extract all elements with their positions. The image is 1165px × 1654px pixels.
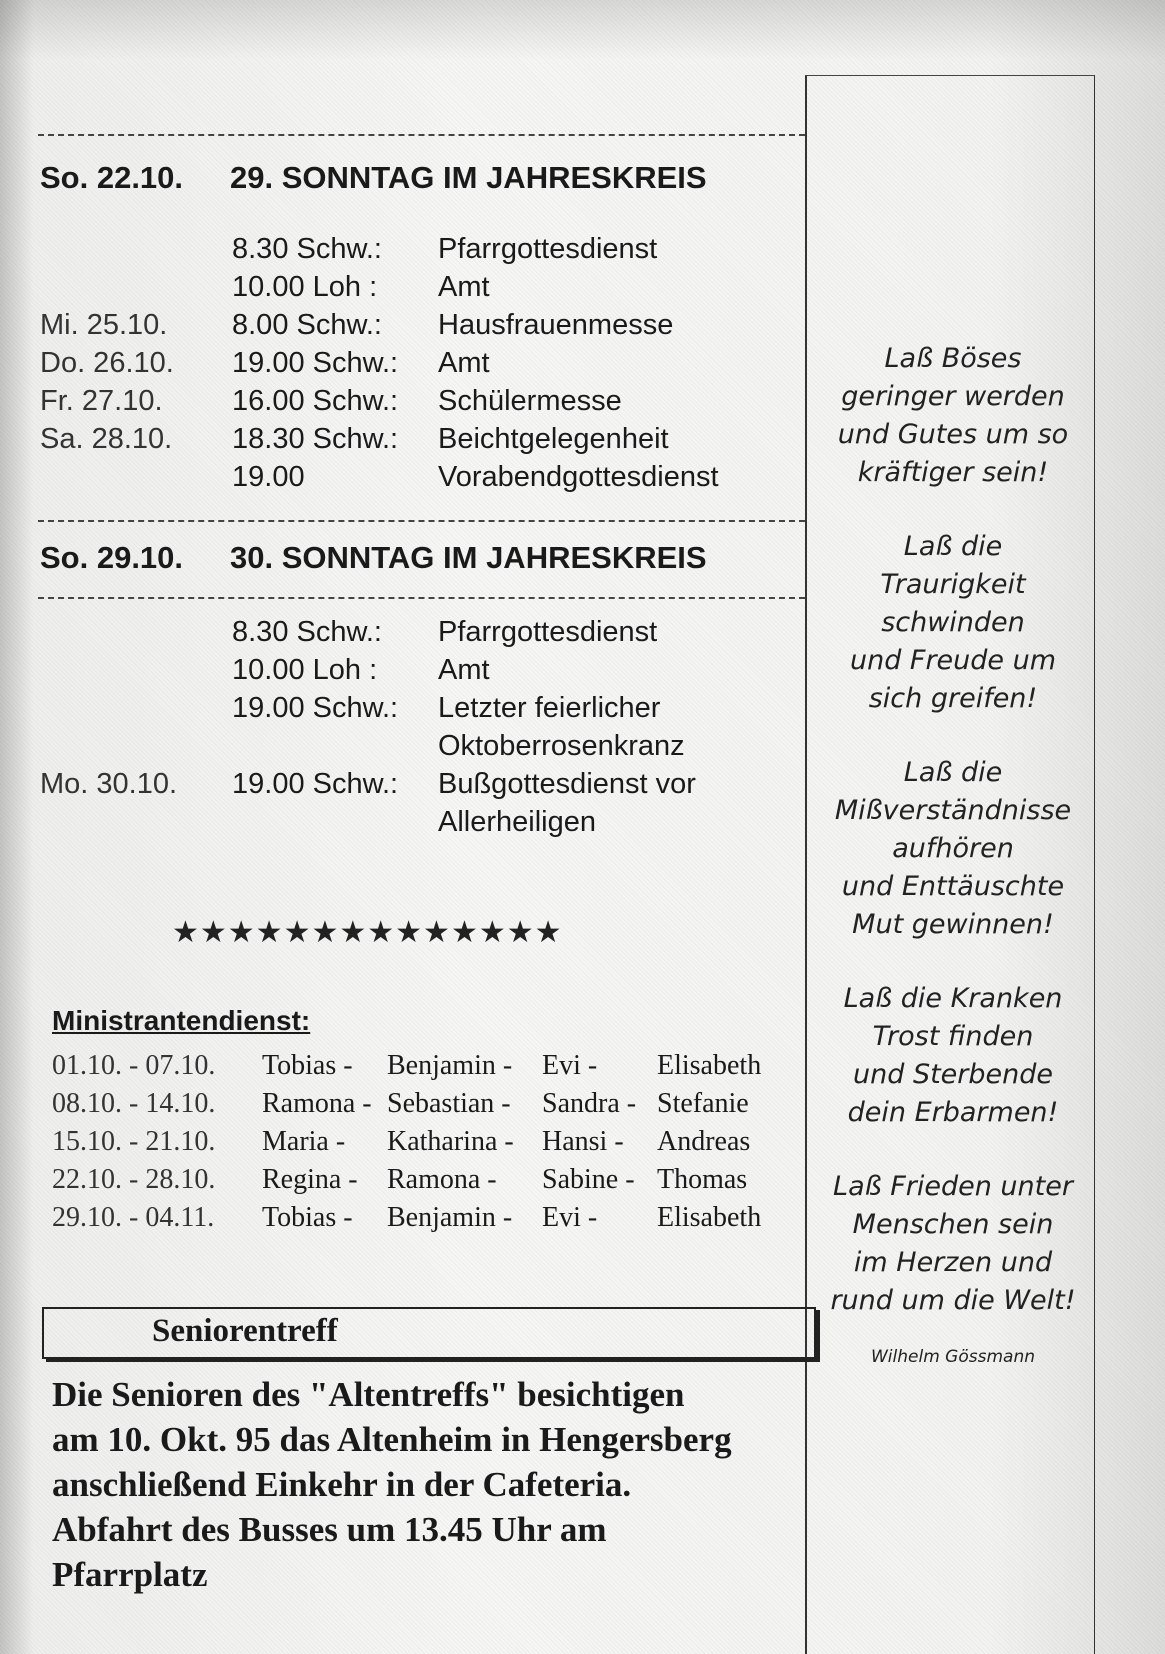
seniorentreff-title: Seniorentreff: [152, 1313, 338, 1349]
schedule-event: Beichtgelegenheit: [438, 423, 669, 455]
poem-line: Mißverständnisse: [834, 795, 1072, 826]
verse-box-top-line: [805, 75, 1095, 76]
poem-stanza: [808, 1168, 1098, 1320]
seniorentreff-box: [42, 1307, 816, 1359]
schedule-time: 19.00 Schw.:: [232, 768, 399, 800]
poem-line: Laß Frieden unter: [833, 1171, 1073, 1202]
server-name: Evi -: [542, 1050, 598, 1081]
senior-line: am 10. Okt. 95 das Altenheim in Hengersberg: [52, 1420, 732, 1459]
poem-stanza: [808, 980, 1098, 1132]
seniorentreff-text: [52, 1372, 812, 1597]
schedule-event: Pfarrgottesdienst: [438, 233, 658, 265]
poem-stanza: [808, 754, 1098, 944]
poem-line: Traurigkeit: [880, 569, 1026, 600]
schedule-time: 10.00 Loh :: [232, 654, 378, 686]
poem-line: dein Erbarmen!: [847, 1097, 1059, 1128]
poem-line: kräftiger sein!: [857, 457, 1049, 488]
sunday-date: So. 22.10.: [40, 160, 184, 195]
server-name: Sabine -: [542, 1164, 635, 1195]
poem-stanza: [808, 528, 1098, 718]
ministranten-title: Ministrantendienst:: [52, 1005, 311, 1036]
schedule-time: 8.00 Schw.:: [232, 309, 382, 341]
schedule-event: Bußgottesdienst vor: [438, 768, 696, 800]
schedule-event: Amt: [438, 654, 490, 686]
senior-line: Abfahrt des Busses um 13.45 Uhr am: [52, 1510, 607, 1549]
schedule-time: 16.00 Schw.:: [232, 385, 399, 417]
schedule-time: 8.30 Schw.:: [232, 233, 382, 265]
schedule-event: Allerheiligen: [438, 806, 596, 838]
service-range: 22.10. - 28.10.: [52, 1164, 216, 1195]
schedule-event: Amt: [438, 347, 490, 379]
server-name: Stefanie: [657, 1088, 749, 1119]
schedule-time: 8.30 Schw.:: [232, 616, 382, 648]
server-name: Ramona -: [262, 1088, 372, 1119]
senior-line: anschließend Einkehr in der Cafeteria.: [52, 1465, 632, 1504]
poem-line: im Herzen und: [853, 1247, 1053, 1278]
service-range: 29.10. - 04.11.: [52, 1202, 215, 1233]
poem-line: rund um die Welt!: [830, 1285, 1076, 1316]
poem-line: schwinden: [881, 607, 1025, 638]
service-range: 01.10. - 07.10.: [52, 1050, 216, 1081]
server-name: Benjamin -: [387, 1050, 513, 1081]
server-name: Sandra -: [542, 1088, 637, 1119]
server-name: Sebastian -: [387, 1088, 511, 1119]
divider-line: [38, 134, 805, 136]
schedule-time: 10.00 Loh :: [232, 271, 378, 303]
server-name: Tobias -: [262, 1050, 353, 1081]
server-name: Benjamin -: [387, 1202, 513, 1233]
service-range: 08.10. - 14.10.: [52, 1088, 216, 1119]
server-name: Hansi -: [542, 1126, 624, 1157]
poem-line: Laß Böses: [884, 343, 1022, 374]
schedule-event: Vorabendgottesdienst: [438, 461, 719, 493]
poem-line: Laß die: [903, 531, 1003, 562]
poem-line: Laß die Kranken: [843, 983, 1063, 1014]
server-name: Evi -: [542, 1202, 598, 1233]
server-name: Katharina -: [387, 1126, 514, 1157]
server-name: Maria -: [262, 1126, 346, 1157]
schedule-event: Letzter feierlicher: [438, 692, 661, 724]
poem-line: Trost finden: [872, 1021, 1034, 1052]
poem-line: Laß die: [903, 757, 1003, 788]
sunday-date: So. 29.10.: [40, 540, 184, 575]
schedule-date: Fr. 27.10.: [40, 385, 163, 417]
senior-line: Pfarrplatz: [52, 1555, 208, 1594]
poem-stanza: [808, 340, 1098, 492]
poem-line: sich greifen!: [868, 683, 1038, 714]
scan-shadow-left: [0, 0, 34, 1654]
schedule-time: 19.00 Schw.:: [232, 347, 399, 379]
scan-shadow-top: [0, 0, 1165, 60]
poem-line: Menschen sein: [852, 1209, 1054, 1240]
schedule-time: 19.00: [232, 461, 305, 493]
schedule-date: Mo. 30.10.: [40, 768, 178, 800]
sunday-title: 29. SONNTAG IM JAHRESKREIS: [230, 160, 707, 195]
poem-column: [808, 340, 1098, 1368]
poem-line: aufhören: [892, 833, 1014, 864]
server-name: Elisabeth: [657, 1202, 762, 1233]
schedule-time: 19.00 Schw.:: [232, 692, 399, 724]
divider-line: [38, 597, 805, 599]
schedule-date: Sa. 28.10.: [40, 423, 173, 455]
star-divider: ★★★★★★★★★★★★★★: [172, 916, 563, 949]
schedule-event: Pfarrgottesdienst: [438, 616, 658, 648]
poem-line: Mut gewinnen!: [852, 909, 1054, 940]
server-name: Andreas: [657, 1126, 751, 1157]
poem-author: Wilhelm Gössmann: [871, 1347, 1035, 1367]
poem-line: und Gutes um so: [837, 419, 1069, 450]
poem-line: geringer werden: [841, 381, 1065, 412]
server-name: Regina -: [262, 1164, 358, 1195]
server-name: Thomas: [657, 1164, 748, 1195]
schedule-date: Do. 26.10.: [40, 347, 174, 379]
server-name: Tobias -: [262, 1202, 353, 1233]
schedule-event: Oktoberrosenkranz: [438, 730, 685, 762]
service-range: 15.10. - 21.10.: [52, 1126, 216, 1157]
schedule-event: Hausfrauenmesse: [438, 309, 674, 341]
schedule-time: 18.30 Schw.:: [232, 423, 399, 455]
poem-line: und Freude um: [849, 645, 1057, 676]
poem-line: und Sterbende: [853, 1059, 1053, 1090]
server-name: Ramona -: [387, 1164, 497, 1195]
senior-line: Die Senioren des "Altentreffs" besichtigen: [52, 1375, 685, 1414]
schedule-date: Mi. 25.10.: [40, 309, 168, 341]
schedule-event: Schülermesse: [438, 385, 622, 417]
server-name: Elisabeth: [657, 1050, 762, 1081]
poem-line: und Enttäuschte: [841, 871, 1065, 902]
divider-line: [38, 520, 805, 522]
sunday-title: 30. SONNTAG IM JAHRESKREIS: [230, 540, 707, 575]
schedule-event: Amt: [438, 271, 490, 303]
